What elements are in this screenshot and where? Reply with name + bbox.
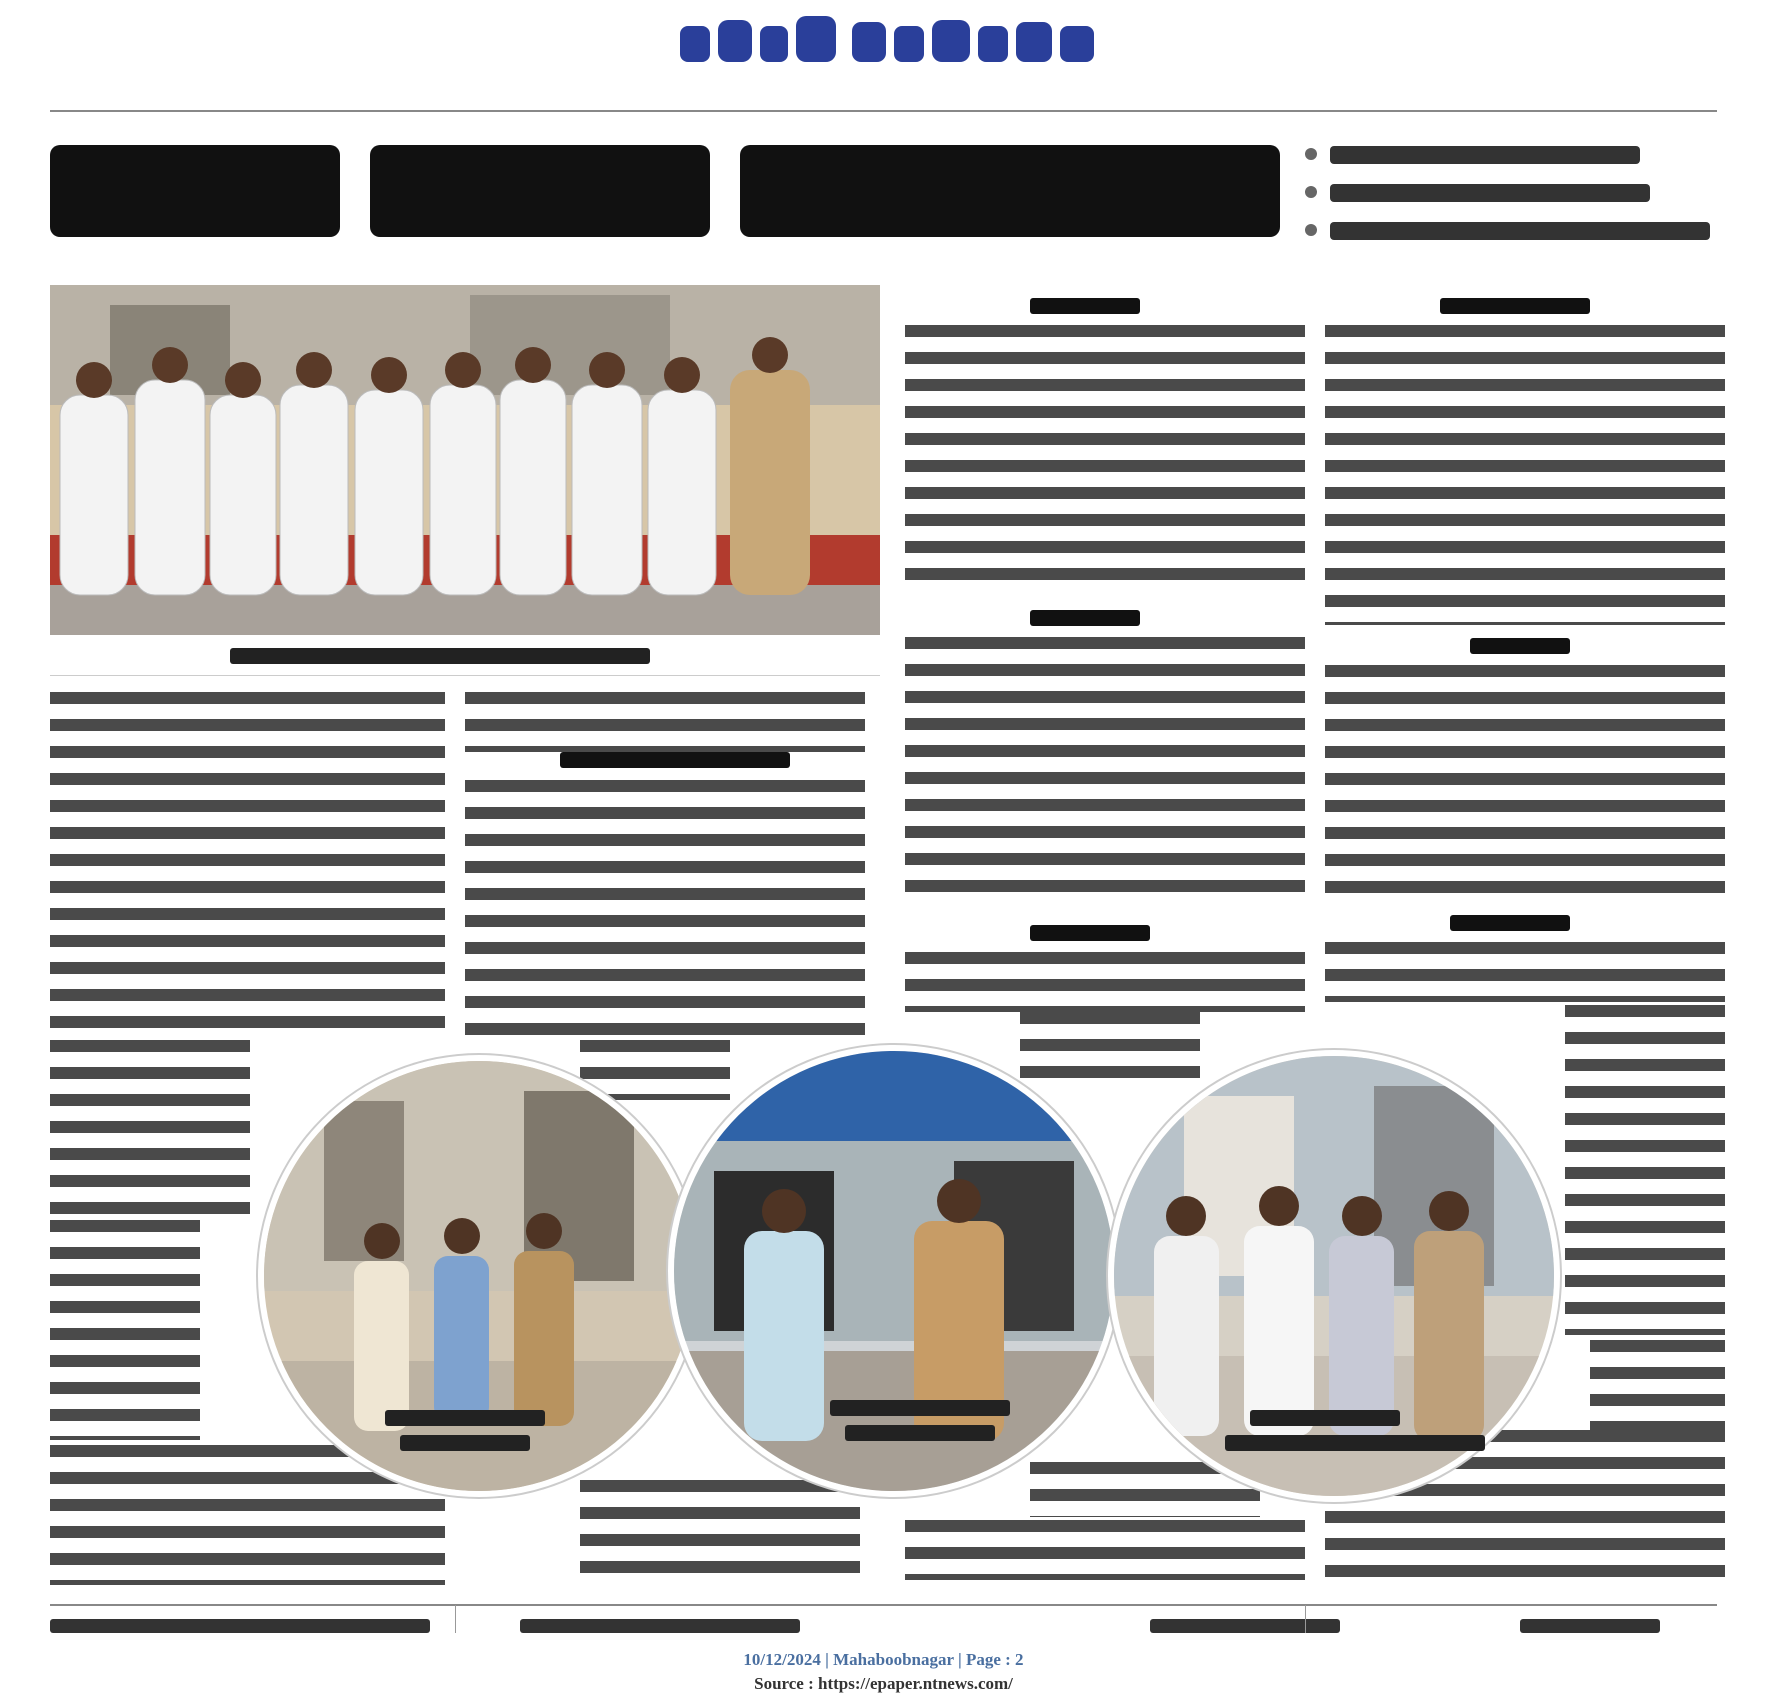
- page-footer: [0, 1648, 1767, 1696]
- newspaper-masthead-logo: [680, 12, 1100, 72]
- headline-bullet: [1300, 138, 1720, 176]
- column-divider: [1305, 1605, 1306, 1633]
- subheading: [1440, 298, 1590, 314]
- headline-bullets: [1300, 138, 1720, 252]
- article-column-3b: [905, 637, 1305, 907]
- article-column-4a: [1325, 325, 1725, 625]
- article-column-4b: [1325, 665, 1725, 905]
- article-column-2: [465, 780, 865, 1035]
- circular-photo-2-caption: [830, 1400, 1010, 1416]
- circular-photo-2-caption: [845, 1425, 995, 1441]
- subheading: [1030, 925, 1150, 941]
- subheading: [560, 752, 790, 768]
- lead-photo-caption: [230, 648, 650, 664]
- footer-source-line: Source : https://epaper.ntnews.com/: [754, 1674, 1013, 1693]
- subheading: [1450, 915, 1570, 931]
- article-column-3c: [905, 952, 1305, 1012]
- article-column-2-tail: [580, 1480, 860, 1580]
- main-headline: [50, 135, 1290, 245]
- circular-photo-3-caption: [1225, 1435, 1485, 1451]
- article-column-1-wrap: [50, 1040, 250, 1220]
- bottom-rule: [50, 1604, 1717, 1606]
- subheading: [1470, 638, 1570, 654]
- article-column-4c-wrap-2: [1590, 1340, 1725, 1430]
- circular-photo-1: [258, 1055, 700, 1497]
- column-divider: [455, 1605, 456, 1633]
- subheading: [1030, 610, 1140, 626]
- article-column-3c-wrap: [1020, 1012, 1200, 1087]
- caption-rule: [50, 675, 880, 676]
- article-column-3-end: [905, 1520, 1305, 1580]
- headline-bullet: [1300, 176, 1720, 214]
- footer-date-line: 10/12/2024 | Mahaboobnagar | Page : 2: [743, 1650, 1024, 1669]
- lead-photo: [50, 285, 880, 635]
- next-stories-strip: [50, 1615, 1717, 1633]
- article-column-4c: [1325, 942, 1725, 1002]
- circular-photo-1-caption: [385, 1410, 545, 1426]
- article-column-1-wrap-2: [50, 1220, 200, 1440]
- article-column-3a: [905, 325, 1305, 595]
- circular-photo-1-caption: [400, 1435, 530, 1451]
- article-column-1: [50, 692, 445, 1037]
- article-column-4c-wrap: [1565, 1005, 1725, 1335]
- article-column-2-top: [465, 692, 865, 752]
- masthead-rule: [50, 110, 1717, 112]
- article-column-2-wrap: [580, 1040, 730, 1100]
- headline-bullet: [1300, 214, 1720, 252]
- subheading: [1030, 298, 1140, 314]
- circular-photo-3-caption: [1250, 1410, 1400, 1426]
